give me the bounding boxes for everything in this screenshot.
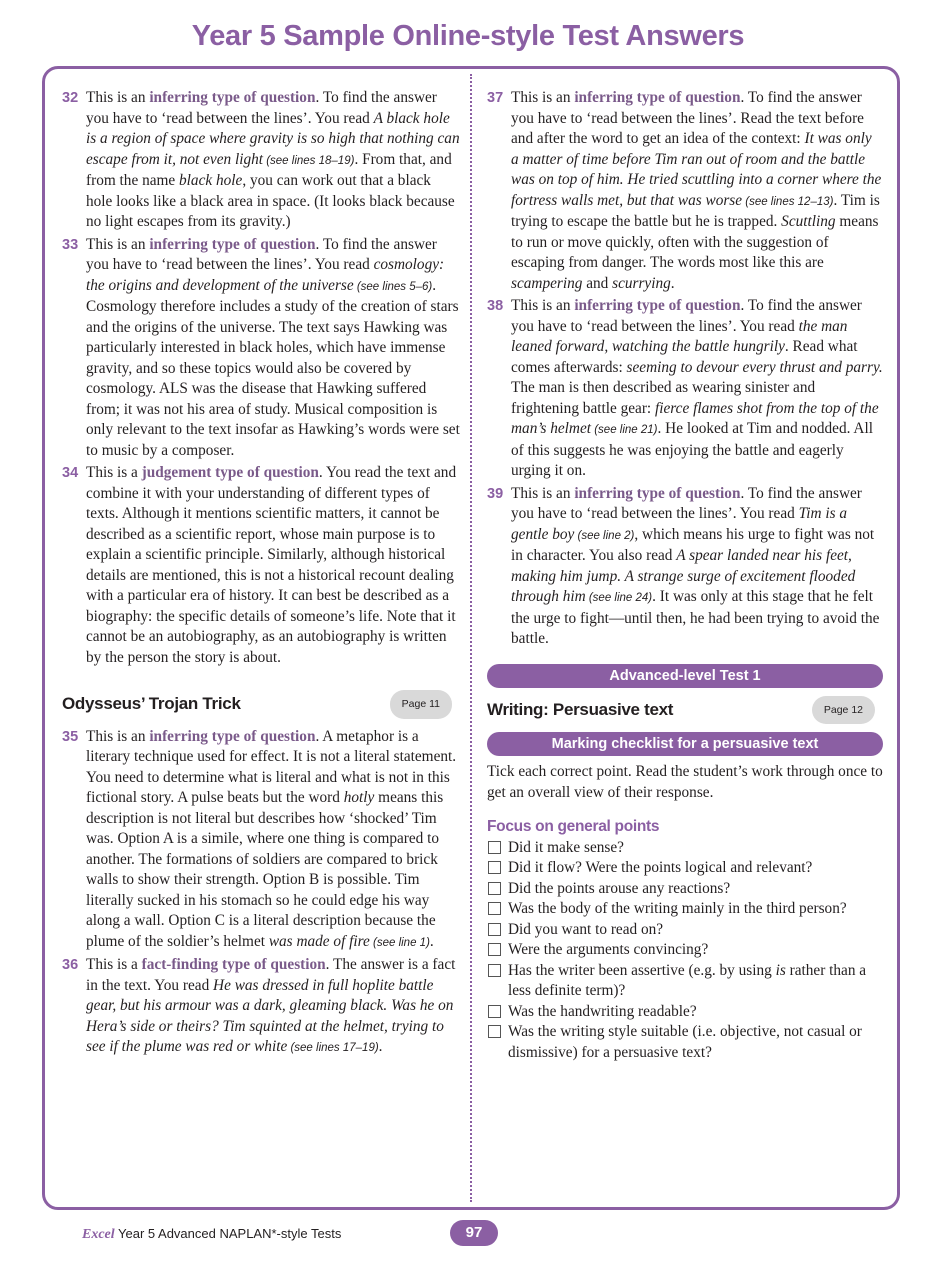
page-number: 97 [450,1220,498,1246]
answer-39 [487,484,883,650]
checklist-item: Was the body of the writing mainly in the third person? [487,899,883,920]
question-number: 32 [62,90,79,106]
checkbox[interactable] [488,861,501,874]
page-reference-badge: Page 11 [390,690,452,719]
checkbox[interactable] [488,841,501,854]
answer-text: This is an inferring type of question. To find the answer you have to ‘read between the lines’. You read cosmology: the origins and development of the universe (see lines 5–6). Cosmology therefore includes a study of the creation of stars and the origins of the universe. The text says Hawking was particularly interested in black holes, which have immense gravity, and so these topics would also be covered by cosmology. ALS was the disease that Hawking suffered from; it was not his area of study. Musical composition is only relevant to the text insofar as Hawking’s words were set to music by a composer. [86,235,460,459]
checkbox[interactable] [488,1025,501,1038]
section-header-writing [487,696,883,725]
section-header-odysseus [62,690,460,719]
question-number: 39 [487,485,504,502]
answer-36 [62,955,460,1059]
answer-35 [62,727,460,954]
page-title: Year 5 Sample Online-style Test Answers [191,20,745,52]
answer-34 [62,463,460,668]
question-number: 33 [62,236,79,253]
checklist-item: Did you want to read on? [487,920,883,941]
answer-37 [487,88,883,294]
checkbox[interactable] [488,882,501,895]
answer-text: This is a judgement type of question. You read the text and combine it with your understanding of different types of texts. Although it mentions scientific matters, it cannot be described as a scientific report, whose main purpose is to explain a scientific principle. Similarly, although historical details are mentioned, this is not a historical recount dealing with a particular era of history. It can best be described as a biography: the specific details of someone’s life. Note that it cannot be an autobiography, as an autobiography is written by the person the story is about. [86,464,457,666]
right-column [487,88,883,1063]
checklist-item: Was the handwriting readable? [487,1002,883,1023]
answer-38 [487,296,883,482]
answer-33 [62,235,460,462]
advanced-test-banner: Advanced-level Test 1 [487,664,883,688]
brand-logo: Excel [82,1227,115,1242]
section-heading: Odysseus’ Trojan Trick [62,694,241,713]
checkbox[interactable] [488,923,501,936]
footer-book-title: Excel Year 5 Advanced NAPLAN*-style Tests [82,1226,342,1242]
question-number: 37 [487,90,504,106]
answer-text: This is a fact-finding type of question. The answer is a fact in the text. You read He was dressed in full hoplite battle gear, but his armour was a dark, gleaming black. Was he on Hera’s side or theirs? Tim squinted at the helmet, trying to see if the plume was red or white (see lines 17–19). [86,956,456,1055]
checklist-item: Has the writer been assertive (e.g. by using is rather than a less definite term)? [487,961,883,1002]
answer-text: This is an inferring type of question. A metaphor is a literary technique used for effect. It is not a literal statement. You need to determine what is literal and what is not in this fictional story. A pulse beats but the word hotly means this description is not literal but describes how ‘shocked’ Tim was. Option A is a simile, where one thing is compared to another. The formations of soldiers are compared to brick walls to show their strength. Option B is possible. Tim literally sucked in his stomach so he could edge his way along a wall. Option C is a literal description because the plume of the soldier’s helmet was made of fire (see line 1). [86,727,457,950]
checkbox[interactable] [488,1005,501,1018]
answer-text: This is an inferring type of question. To find the answer you have to ‘read between the lines’. You read the man leaned forward, watching the battle hungrily. Read what comes afterwards: seeming to devour every thrust and parry. The man is then described as wearing sinister and frightening battle gear: fierce flames shot from the top of the man’s helmet (see line 21). He looked at Tim and nodded. All of this suggests he was enjoying the battle and eagerly urging it on. [511,297,883,479]
checklist-item: Did it make sense? [487,838,883,859]
checklist-banner: Marking checklist for a persuasive text [487,732,883,756]
checklist-item: Did the points arouse any reactions? [487,879,883,900]
checklist-intro: Tick each correct point. Read the student’s work through once to get an overall view of their response. [487,763,883,801]
checklist [487,838,883,1064]
checkbox[interactable] [488,943,501,956]
question-number: 36 [62,957,79,973]
answer-text: This is an inferring type of question. To find the answer you have to ‘read between the lines’. You read Tim is a gentle boy (see line 2), which means his urge to fight was not in character. You also read A spear landed near his feet, making him jump. A strange surge of excitement flooded through him (see line 24). It was only at this stage that he felt the urge to fight—until then, he had been trying to avoid the battle. [511,484,880,647]
question-number: 38 [487,298,504,314]
question-number: 34 [62,465,79,481]
checklist-item: Did it flow? Were the points logical and relevant? [487,858,883,879]
checkbox[interactable] [488,902,501,915]
left-column [62,88,460,1061]
answer-32 [62,88,460,233]
column-divider [470,74,472,1202]
page-reference-badge: Page 12 [812,696,875,725]
checkbox[interactable] [488,964,501,977]
focus-heading: Focus on general points [487,818,660,835]
answer-text: This is an inferring type of question. To find the answer you have to ‘read between the lines’. You read A black hole is a region of space where gravity is so high that nothing can escape from it, not even light (see lines 18–19). From that, and from the name black hole, you can work out that a black hole looks like a black area in space. (It looks black because no light escapes from its gravity.) [86,89,460,230]
question-number: 35 [62,728,79,745]
section-heading: Writing: Persuasive text [487,699,674,719]
answer-text: This is an inferring type of question. To find the answer you have to ‘read between the lines’. Read the text before and after the word to get an idea of the context: It was only a matter of time before Tim ran out of room and the battle was on top of him. He tried scuttling into a corner where the fortress walls met, but that was worse (see lines 12–13). Tim is trying to escape the battle but he is trapped. Scuttling means to run or move quickly, often with the suggestion of escaping from danger. The words most like this are scampering and scurrying. [511,89,882,292]
checklist-item: Was the writing style suitable (i.e. objective, not casual or dismissive) for a persuasive text? [487,1022,883,1063]
checklist-item: Were the arguments convincing? [487,940,883,961]
